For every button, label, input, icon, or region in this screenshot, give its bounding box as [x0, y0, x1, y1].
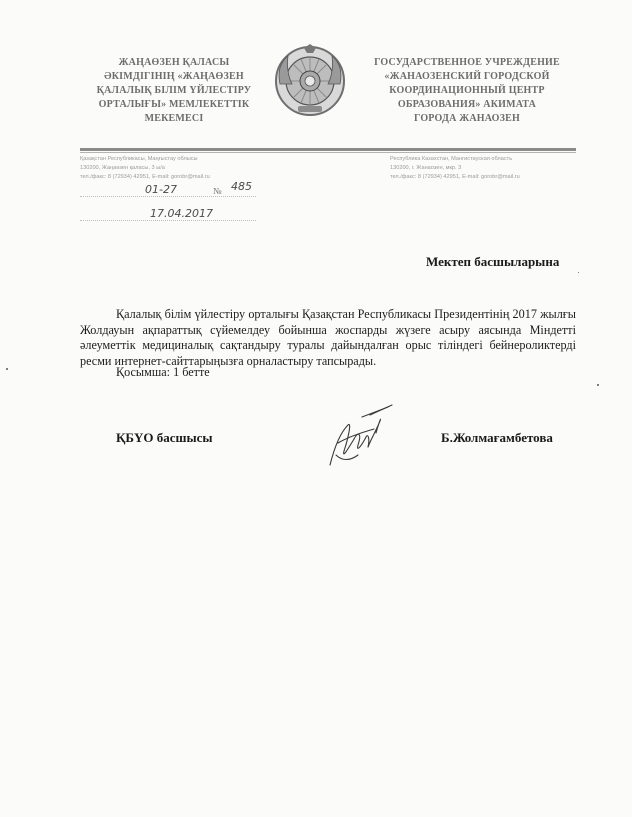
address-line: тел./факс: 8 (72934) 42951, E-mail: gorobr@mail.ru	[80, 174, 210, 180]
number-sign: №	[213, 186, 222, 196]
org-name-russian-line: ГОРОДА ЖАНАОЗЕН	[414, 113, 520, 124]
registration-line	[80, 220, 256, 221]
scan-speck	[597, 384, 599, 386]
org-name-russian-line: «ЖАНАОЗЕНСКИЙ ГОРОДСКОЙ	[384, 71, 550, 82]
org-name-kazakh-line: МЕКЕМЕСІ	[144, 113, 204, 124]
outgoing-date: 01-27	[145, 183, 177, 196]
letter-body: Қалалық білім үйлестіру орталығы Қазақстан Республикасы Президентінің 2017 жылғы Жолдауын ақпараттық сүйемелдеу бойынша жоспарды жүзеге асыру аясында Міндетті әлеуметтік медициналық сақтандыру туралы дайындалған орыс тіліндегі бейнероликтерді ресми интернет-сайттарыңызға орналастыру тапсырады.	[80, 307, 576, 368]
org-name-kazakh	[74, 56, 274, 126]
handwritten-signature-icon	[318, 403, 398, 473]
scan-speck	[6, 368, 8, 370]
address-kazakh	[80, 155, 210, 182]
org-name-kazakh-line: ЖАҢАӨЗЕН ҚАЛАСЫ	[118, 57, 230, 68]
org-name-kazakh-line: ҚАЛАЛЫҚ БІЛІМ ҮЙЛЕСТІРУ	[96, 85, 252, 96]
org-name-kazakh-line: ӘКІМДІГІНІҢ «ЖАҢАӨЗЕН	[104, 71, 244, 82]
signatory-title: ҚБҮО басшысы	[116, 430, 213, 445]
address-line: Қазақстан Республикасы, Маңғыстау облысы	[80, 156, 198, 162]
header-divider-thin	[80, 152, 576, 153]
org-name-kazakh-line: ОРТАЛЫҒЫ» МЕМЛЕКЕТТІК	[98, 99, 250, 110]
address-line: 130200, г. Жанаозен, мкр. 3	[390, 165, 462, 171]
scan-speck	[578, 272, 579, 273]
org-name-russian-line: КООРДИНАЦИОННЫЙ ЦЕНТР	[389, 85, 545, 96]
address-line: 130200, Жаңаөзен қаласы, 3 ы/а	[80, 165, 165, 171]
address-line: Республика Казахстан, Мангистауская область	[390, 156, 513, 162]
addressee: Мектеп басшыларына	[426, 254, 560, 269]
state-emblem-icon	[274, 44, 346, 118]
signatory-name: Б.Жолмағамбетова	[441, 430, 553, 445]
signed-date: 17.04.2017	[150, 207, 213, 220]
header-divider	[80, 148, 576, 151]
org-name-russian-line: ОБРАЗОВАНИЯ» АКИМАТА	[397, 99, 537, 110]
appendix-note: Қосымша: 1 бетте	[116, 365, 210, 379]
org-name-russian	[352, 56, 582, 126]
registration-line	[80, 196, 256, 197]
address-russian	[390, 155, 520, 182]
org-name-russian-line: ГОСУДАРСТВЕННОЕ УЧРЕЖДЕНИЕ	[374, 57, 560, 68]
address-line: тел./факс: 8 (72934) 42951, E-mail: gorobr@mail.ru	[390, 174, 520, 180]
outgoing-number: 485	[231, 180, 252, 193]
